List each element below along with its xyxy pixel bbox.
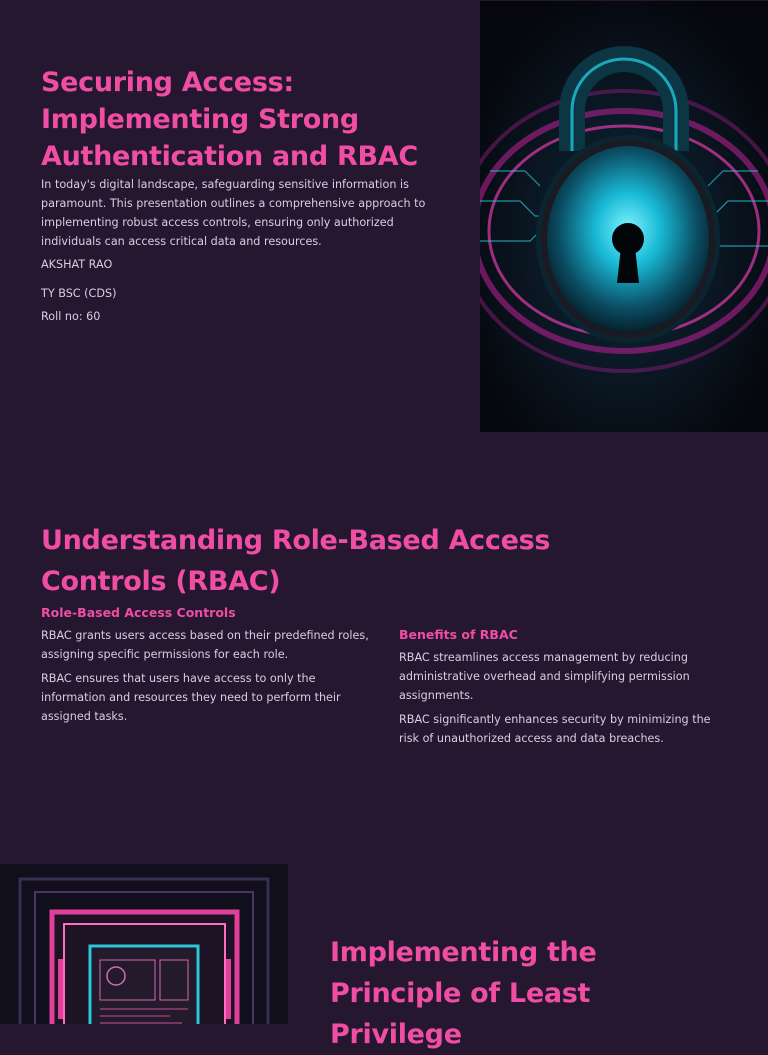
rbac-benefits-paragraph-2: RBAC significantly enhances security by minimizing the risk of unauthorized access and data breaches. — [399, 713, 711, 745]
rbac-definition-paragraph-1: RBAC grants users access based on their predefined roles, assigning specific permissions for each role. — [41, 629, 369, 661]
least-privilege-title: Implementing the Principle of Least Privilege — [330, 937, 597, 1050]
rbac-benefits-heading: Benefits of RBAC — [399, 627, 518, 642]
author-name: AKSHAT RAO — [41, 258, 113, 271]
rbac-definition-heading: Role-Based Access Controls — [41, 605, 236, 620]
presentation-title: Securing Access: Implementing Strong Authentication and RBAC — [41, 67, 418, 172]
rbac-definition-paragraph-2: RBAC ensures that users have access to only the information and resources they need to perform their assigned tasks. — [41, 672, 341, 723]
rbac-benefits-paragraph-1: RBAC streamlines access management by reducing administrative overhead and simplifying permission assignments. — [399, 651, 690, 702]
rbac-benefits-column — [399, 627, 729, 753]
title-slide — [0, 0, 768, 432]
rbac-title: Understanding Role-Based Access Controls (RBAC) — [41, 525, 551, 597]
least-privilege-slide — [0, 864, 768, 1050]
author-roll-number: Roll no: 60 — [41, 310, 101, 323]
padlock-image — [480, 1, 768, 432]
rbac-slide — [0, 460, 768, 840]
intro-paragraph: In today's digital landscape, safeguarding sensitive information is paramount. This presentation outlines a comprehensive approach to implementing robust access controls, ensuring only authorized individuals can access critical data and resources. — [41, 178, 426, 248]
author-class: TY BSC (CDS) — [41, 287, 117, 300]
rbac-definition-column — [41, 605, 371, 731]
neon-device-image — [0, 864, 288, 1024]
